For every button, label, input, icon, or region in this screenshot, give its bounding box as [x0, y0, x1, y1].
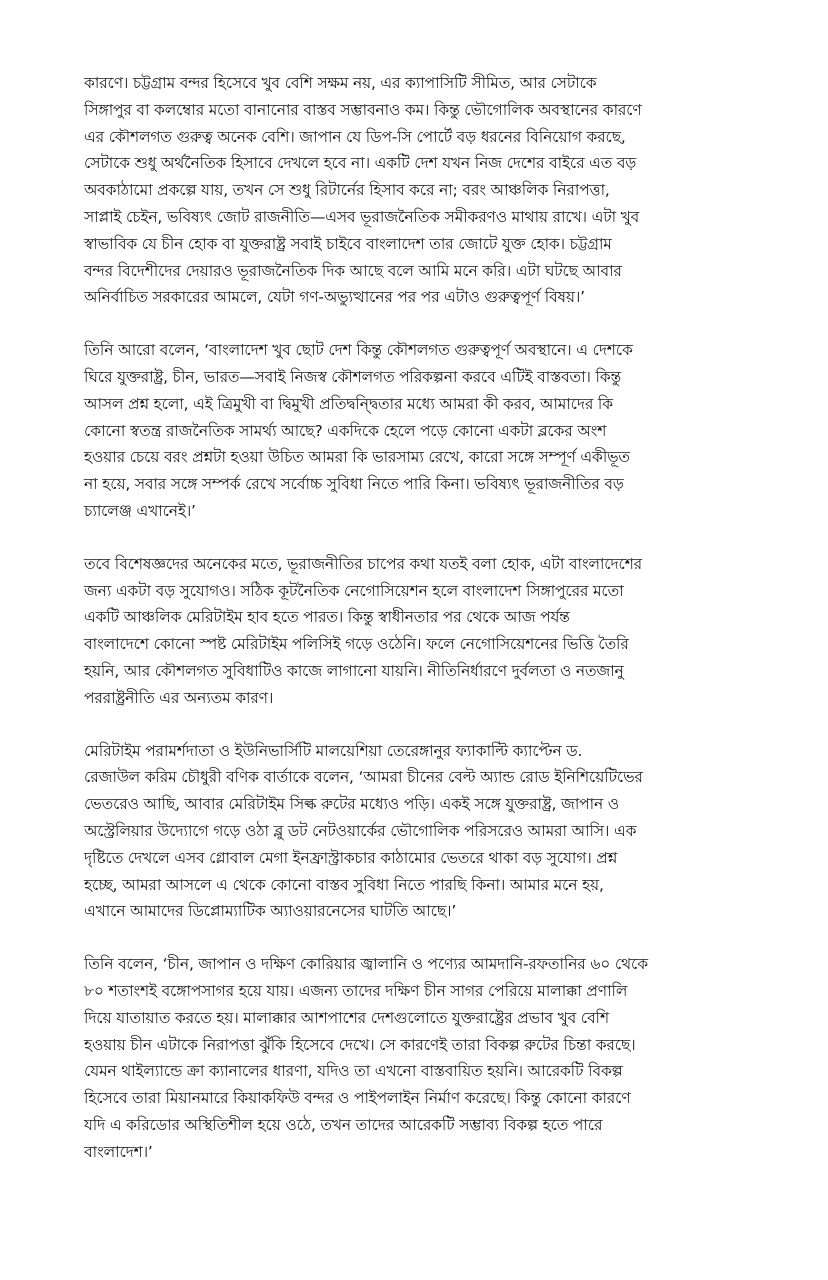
text-line: চ্যালেঞ্জ এখানেই।’	[84, 501, 196, 520]
text-line: কোনো স্বতন্ত্র রাজনৈতিক সামর্থ্য আছে? একদিকে হেলে পড়ে কোনো একটা ব্লকের অংশ	[84, 421, 607, 440]
text-line: পররাষ্ট্রনীতি এর অন্যতম কারণ।	[84, 688, 274, 707]
text-line: অনির্বাচিত সরকারের আমলে, যেটা গণ-অভ্যুত্থানের পর পর এটাও গুরুত্বপূর্ণ বিষয়।’	[84, 288, 585, 307]
text-line: হওয়ার চেয়ে বরং প্রশ্নটা হওয়া উচিত আমরা কি ভারসাম্য রেখে, কারো সঙ্গে সম্পূর্ণ একীভূত	[84, 448, 630, 467]
text-line: দিয়ে যাতায়াত করতে হয়। মালাক্কার আশপাশের দেশগুলোতে যুক্তরাষ্ট্রের প্রভাব খুব বেশি	[84, 1008, 609, 1027]
text-line: দৃষ্টিতে দেখলে এসব গ্লোবাল মেগা ইনফ্রাস্ট্রাকচার কাঠামোর ভেতরে থাকা বড় সুযোগ। প্রশ্ন	[84, 848, 618, 867]
text-line: সেটাকে শুধু অর্থনৈতিক হিসাবে দেখলে হবে না। একটি দেশ যখন নিজ দেশের বাইরে এত বড়	[84, 154, 637, 173]
paragraph-4	[84, 738, 764, 926]
text-line: হিসেবে তারা মিয়ানমারে কিয়াকফিউ বন্দর ও পাইপলাইন নির্মাণ করেছে। কিন্তু কোনো কারণে	[84, 1089, 631, 1108]
text-line: রেজাউল করিম চৌধুরী বণিক বার্তাকে বলেন, ‘আমরা চীনের বেল্ট অ্যান্ড রোড ইনিশিয়েটিভের	[84, 768, 643, 787]
text-line: কারণে। চট্টগ্রাম বন্দর হিসেবে খুব বেশি সক্ষম নয়, এর ক্যাপাসিটি সীমিত, আর সেটাকে	[84, 74, 597, 92]
paragraph-5	[84, 951, 764, 1165]
text-line: যদি এ করিডোর অস্থিতিশীল হয়ে ওঠে, তখন তাদের আরেকটি সম্ভাব্য বিকল্প হতে পারে	[84, 1115, 603, 1134]
text-line: মেরিটাইম পরামর্শদাতা ও ইউনিভার্সিটি মালয়েশিয়া তেরেঙ্গানুর ফ্যাকাল্টি ক্যাপ্টেন ড.	[84, 741, 583, 760]
text-line: হচ্ছে, আমরা আসলে এ থেকে কোনো বাস্তব সুবিধা নিতে পারছি কিনা। আমার মনে হয়,	[84, 875, 604, 894]
paragraph-3	[84, 551, 764, 712]
text-line: হয়নি, আর কৌশলগত সুবিধাটিও কাজে লাগানো যায়নি। নীতিনির্ধারণে দুর্বলতা ও নতজানু	[84, 661, 624, 680]
text-line: হওয়ায় চীন এটাকে নিরাপত্তা ঝুঁকি হিসেবে দেখে। সে কারণেই তারা বিকল্প রুটের চিন্তা করছে।	[84, 1035, 636, 1054]
text-line: বাংলাদেশে কোনো স্পষ্ট মেরিটাইম পলিসিই গড়ে ওঠেনি। ফলে নেগোসিয়েশনের ভিত্তি তৈরি	[84, 635, 629, 654]
text-line: জন্য একটা বড় সুযোগও। সঠিক কূটনৈতিক নেগোসিয়েশন হলে বাংলাদেশ সিঙ্গাপুরের মতো	[84, 581, 624, 600]
text-line: তিনি আরো বলেন, ‘বাংলাদেশ খুব ছোট দেশ কিন্তু কৌশলগত গুরুত্বপূর্ণ অবস্থানে। এ দেশকে	[84, 341, 633, 360]
text-line: যেমন থাইল্যান্ডে ক্রা ক্যানালের ধারণা, যদিও তা এখনো বাস্তবায়িত হয়নি। আরেকটি বিকল্প	[84, 1062, 623, 1081]
text-line: স্বাভাবিক যে চীন হোক বা যুক্তরাষ্ট্র সবাই চাইবে বাংলাদেশ তার জোটে যুক্ত হোক। চট্টগ্রাম	[84, 234, 612, 253]
paragraph-2	[84, 337, 764, 525]
text-line: ৮০ শতাংশই বঙ্গোপসাগর হয়ে যায়। এজন্য তাদের দক্ষিণ চীন সাগর পেরিয়ে মালাক্কা প্রণালি	[84, 981, 628, 1000]
text-line: বন্দর বিদেশীদের দেয়ারও ভূরাজনৈতিক দিক আছে বলে আমি মনে করি। এটা ঘটছে আবার	[84, 261, 622, 280]
article-body	[84, 70, 764, 1191]
paragraph-1	[84, 70, 764, 311]
text-line: ভেতরেও আছি, আবার মেরিটাইম সিল্ক রুটের মধ্যেও পড়ি। একই সঙ্গে যুক্তরাষ্ট্র, জাপান ও	[84, 795, 619, 814]
text-line: সিঙ্গাপুর বা কলম্বোর মতো বানানোর বাস্তব সম্ভাবনাও কম। কিন্তু ভৌগোলিক অবস্থানের কারণে	[84, 100, 642, 119]
text-line: অস্ট্রেলিয়ার উদ্যোগে গড়ে ওঠা ব্লু ডট নেটওয়ার্কের ভৌগোলিক পরিসরেও আমরা আসি। এক	[84, 821, 637, 840]
text-line: তিনি বলেন, ‘চীন, জাপান ও দক্ষিণ কোরিয়ার জ্বালানি ও পণ্যের আমদানি-রফতানির ৬০ থেকে	[84, 955, 648, 974]
text-line: তবে বিশেষজ্ঞদের অনেকের মতে, ভূরাজনীতির চাপের কথা যতই বলা হোক, এটা বাংলাদেশের	[84, 554, 642, 573]
text-line: এখানে আমাদের ডিপ্লোম্যাটিক অ্যাওয়ারনেসের ঘাটতি আছে।’	[84, 902, 457, 921]
text-line: না হয়ে, সবার সঙ্গে সম্পর্ক রেখে সর্বোচ্চ সুবিধা নিতে পারি কিনা। ভবিষ্যৎ ভূরাজনীতির বড়	[84, 475, 624, 494]
text-line: সাপ্লাই চেইন, ভবিষ্যৎ জোট রাজনীতি—এসব ভূরাজনৈতিক সমীকরণও মাথায় রাখে। এটা খুব	[84, 207, 640, 226]
text-line: এর কৌশলগত গুরুত্ব অনেক বেশি। জাপান যে ডিপ-সি পোর্টে বড় ধরনের বিনিয়োগ করছে,	[84, 127, 626, 146]
text-line: বাংলাদেশ।’	[84, 1142, 153, 1161]
text-line: একটি আঞ্চলিক মেরিটাইম হাব হতে পারত। কিন্তু স্বাধীনতার পর থেকে আজ পর্যন্ত	[84, 608, 570, 627]
text-line: অবকাঠামো প্রকল্পে যায়, তখন সে শুধু রিটার্নের হিসাব করে না; বরং আঞ্চলিক নিরাপত্তা,	[84, 181, 610, 200]
text-line: আসল প্রশ্ন হলো, এই ত্রিমুখী বা দ্বিমুখী প্রতিদ্বন্দ্বিতার মধ্যে আমরা কী করব, আমাদের কি	[84, 394, 613, 413]
text-line: ঘিরে যুক্তরাষ্ট্র, চীন, ভারত—সবাই নিজস্ব কৌশলগত পরিকল্পনা করবে এটিই বাস্তবতা। কিন্তু	[84, 367, 622, 386]
